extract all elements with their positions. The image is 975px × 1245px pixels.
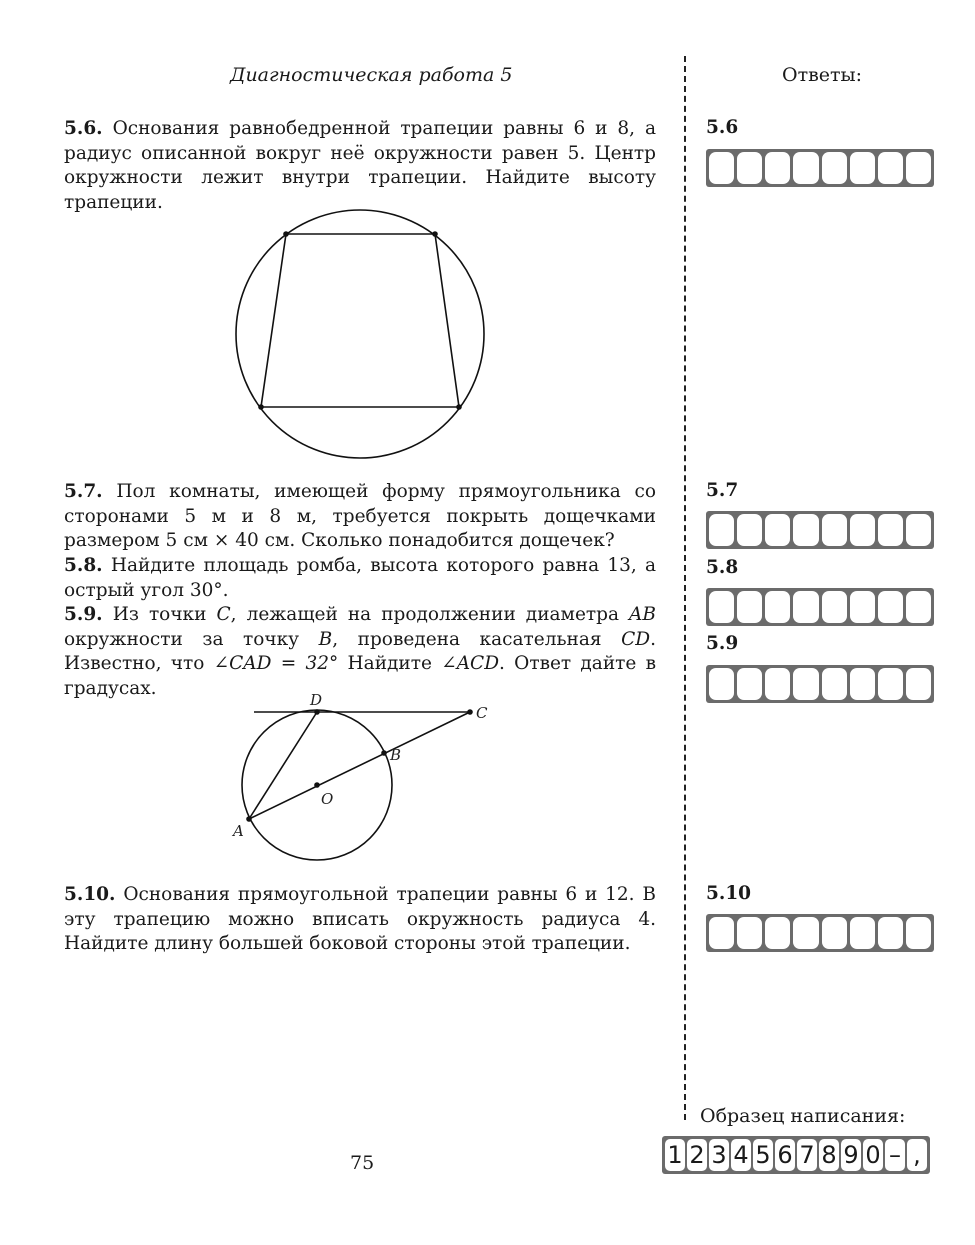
sample-char: 7 [797, 1139, 817, 1171]
sample-char: 8 [819, 1139, 839, 1171]
answer-label-5-6: 5.6 [706, 117, 739, 138]
page-header: Диагностическая работа 5 [230, 64, 513, 86]
problem-text: , проведена касательная [332, 628, 602, 650]
sample-char: 9 [841, 1139, 861, 1171]
problem-text: Найдите [347, 653, 432, 674]
sample-char: , [907, 1139, 927, 1171]
label-d: D [310, 691, 323, 709]
problem-text: Из точки [112, 604, 207, 625]
answer-cell[interactable] [822, 152, 847, 184]
answer-cell[interactable] [793, 917, 818, 949]
sample-char: 3 [709, 1139, 729, 1171]
answer-cell[interactable] [878, 668, 903, 700]
segment-label: AB [629, 604, 657, 625]
answer-cell[interactable] [906, 917, 931, 949]
answer-cell[interactable] [850, 917, 875, 949]
point-b-dot [381, 750, 387, 756]
problem-5-9 [64, 603, 656, 701]
dashed-divider [684, 56, 686, 1120]
label-b: B [390, 746, 402, 764]
circumscribed-circle [236, 210, 484, 458]
answer-cell[interactable] [906, 152, 931, 184]
vertex-dot [258, 404, 264, 410]
point-d-dot [314, 709, 320, 715]
answer-cell[interactable] [765, 591, 790, 623]
trapezoid [261, 234, 459, 407]
answer-cell[interactable] [765, 152, 790, 184]
point-label: C [216, 604, 231, 625]
problem-5-6 [64, 117, 656, 215]
point-o-dot [314, 782, 320, 788]
angle-expression: ∠CAD = 32° [213, 653, 339, 674]
problem-text: . Ответ дайте в градусах. [64, 653, 657, 699]
answer-cell[interactable] [709, 917, 734, 949]
label-c: C [476, 704, 488, 722]
answer-cell[interactable] [709, 152, 734, 184]
answer-label-5-7: 5.7 [706, 480, 739, 501]
problem-text: Основания равнобедренной трапеции равны 6 и 8, а радиус описанной вокруг неё окружности равен 5. Центр окружности лежит внутри трапеции. Найдите высоту трапеции. [64, 118, 656, 213]
problem-text: , лежащей на продолжении диаметра [230, 604, 619, 625]
answer-cell[interactable] [906, 591, 931, 623]
answer-cell[interactable] [793, 668, 818, 700]
sample-char: – [885, 1139, 905, 1171]
answer-cell[interactable] [793, 152, 818, 184]
answer-cell[interactable] [878, 514, 903, 546]
answer-cell[interactable] [765, 917, 790, 949]
answer-cell[interactable] [850, 591, 875, 623]
point-label: B [318, 628, 333, 650]
answer-cell[interactable] [737, 514, 762, 546]
answer-cell[interactable] [822, 591, 847, 623]
answers-title: Ответы: [782, 64, 863, 86]
label-a: A [233, 822, 244, 840]
sample-writing-label: Образец написания: [700, 1105, 906, 1127]
answer-cell[interactable] [765, 514, 790, 546]
answer-cell[interactable] [906, 668, 931, 700]
answer-cell[interactable] [709, 591, 734, 623]
problem-number: 5.9. [64, 604, 103, 625]
point-a-dot [246, 816, 252, 822]
sample-char: 6 [775, 1139, 795, 1171]
answer-cell[interactable] [709, 514, 734, 546]
point-c-dot [467, 709, 473, 715]
answer-boxes-5-9[interactable] [706, 665, 934, 703]
answer-boxes-5-10[interactable] [706, 914, 934, 952]
problem-number: 5.10. [64, 884, 116, 905]
sample-char: 1 [665, 1139, 685, 1171]
answer-cell[interactable] [737, 152, 762, 184]
answer-cell[interactable] [793, 514, 818, 546]
vertex-dot [456, 404, 462, 410]
problem-5-8 [64, 554, 656, 603]
vertex-dot [283, 231, 289, 237]
problem-number: 5.7. [64, 481, 103, 502]
answer-cell[interactable] [878, 591, 903, 623]
problem-text: Найдите площадь ромба, высота которого равна 13, а острый угол 30°. [64, 555, 656, 601]
vertex-dot [432, 231, 438, 237]
answer-cell[interactable] [822, 668, 847, 700]
sample-writing-boxes [662, 1136, 930, 1174]
answer-cell[interactable] [737, 591, 762, 623]
sample-char: 0 [863, 1139, 883, 1171]
problem-text: окружности за точку [64, 628, 300, 650]
page-number: 75 [350, 1152, 375, 1174]
answer-cell[interactable] [822, 917, 847, 949]
answer-boxes-5-8[interactable] [706, 588, 934, 626]
answer-boxes-5-7[interactable] [706, 511, 934, 549]
problem-number: 5.6. [64, 118, 103, 139]
answer-cell[interactable] [709, 668, 734, 700]
figure-tangent-circle [226, 688, 506, 868]
sample-char: 4 [731, 1139, 751, 1171]
problem-text: Пол комнаты, имеющей форму прямоугольника со сторонами 5 м и 8 м, требуется покрыть дощечками размером 5 см × 40 см. Сколько понадобится дощечек? [64, 481, 656, 551]
answer-cell[interactable] [878, 917, 903, 949]
sample-char: 5 [753, 1139, 773, 1171]
problem-text: Основания прямоугольной трапеции равны 6 и 12. В эту трапецию можно вписать окружность радиуса 4. Найдите длину большей боковой стороны этой трапеции. [64, 884, 656, 954]
problem-5-10 [64, 883, 656, 957]
answer-cell[interactable] [822, 514, 847, 546]
figure-trapezoid-in-circle [230, 205, 490, 461]
answer-label-5-9: 5.9 [706, 633, 739, 654]
answer-cell[interactable] [793, 591, 818, 623]
answer-boxes-5-6[interactable] [706, 149, 934, 187]
answer-label-5-10: 5.10 [706, 883, 752, 904]
answer-cell[interactable] [850, 514, 875, 546]
sample-char: 2 [687, 1139, 707, 1171]
segment-label: CD [621, 628, 651, 650]
label-o: O [321, 790, 334, 808]
answer-cell[interactable] [850, 152, 875, 184]
answer-label-5-8: 5.8 [706, 557, 739, 578]
problem-5-7 [64, 480, 656, 554]
answer-cell[interactable] [878, 152, 903, 184]
answer-cell[interactable] [737, 917, 762, 949]
answer-cell[interactable] [850, 668, 875, 700]
angle-expression: ∠ACD [441, 653, 500, 674]
answer-cell[interactable] [737, 668, 762, 700]
problem-number: 5.8. [64, 555, 103, 576]
problem-text: . Известно, что [64, 628, 656, 674]
answer-cell[interactable] [906, 514, 931, 546]
answer-cell[interactable] [765, 668, 790, 700]
